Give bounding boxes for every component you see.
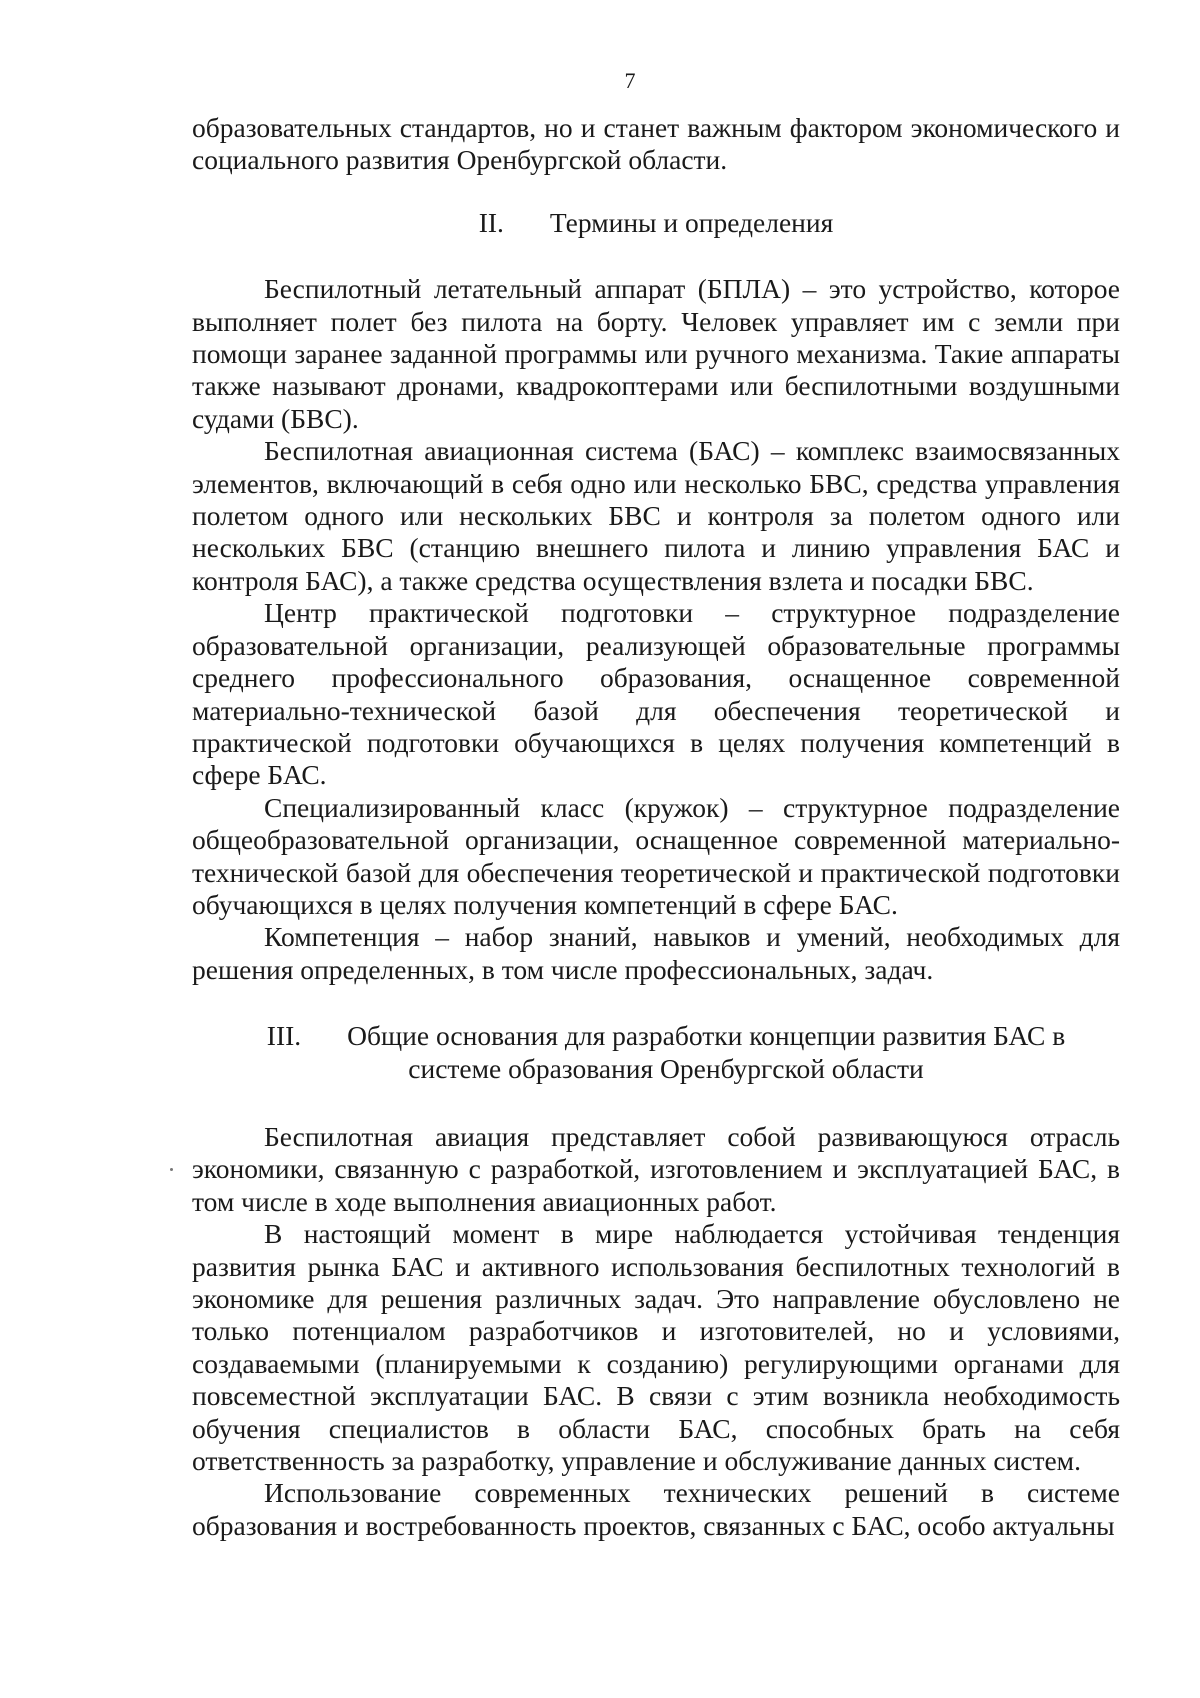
section-2-number: II.	[478, 206, 504, 238]
section-2-heading	[192, 207, 1120, 239]
definition-paragraph-bpla: Беспилотный летательный аппарат (БПЛА) – это устройство, которое выполняет полет без пилота на борту. Человек управляет им с земли при помощи заранее заданной программы или ручного механизма. Такие аппараты также называют дронами, квадрокоптерами или беспилотными воздушными судами (БВС).	[192, 273, 1120, 434]
definition-paragraph-competence: Компетенция – набор знаний, навыков и умений, необходимых для решения определенных, в том числе профессиональных, задач.	[192, 921, 1120, 985]
section-3-title-line2: системе образования Оренбургской области	[408, 1052, 924, 1084]
section-2-title: Термины и определения	[549, 206, 834, 238]
section-3-title-line1: Общие основания для разработки концепции развития БАС в	[347, 1020, 1066, 1052]
section-3-number: III.	[266, 1020, 302, 1052]
document-body	[192, 112, 1120, 1542]
intro-paragraph: образовательных стандартов, но и станет важным фактором экономического и социального развития Оренбургской области.	[192, 112, 1120, 176]
scan-speck	[170, 1168, 173, 1171]
section-3-paragraph-2: В настоящий момент в мире наблюдается устойчивая тенденция развития рынка БАС и активного использования беспилотных технологий в экономике для решения различных задач. Это направление обусловлено не только потенциалом разработчиков и изготовителей, но и условиями, создаваемыми (планируемыми к созданию) регулирующими органами для повсеместной эксплуатации БАС. В связи с этим возникла необходимость обучения специалистов в области БАС, способных брать на себя ответственность за разработку, управление и обслуживание данных систем.	[192, 1218, 1120, 1477]
definition-paragraph-specialized-class: Специализированный класс (кружок) – структурное подразделение общеобразовательной организации, оснащенное современной материально-технической базой для обеспечения теоретической и практической подготовки обучающихся в целях получения компетенций в сфере БАС.	[192, 791, 1120, 920]
section-3-paragraph-3: Использование современных технических решений в системе образования и востребованность проектов, связанных с БАС, особо актуальны	[192, 1477, 1120, 1541]
definition-paragraph-training-center: Центр практической подготовки – структурное подразделение образовательной организации, реализующей образовательные программы среднего профессионального образования, оснащенное современной материально-технической базой для обеспечения теоретической и практической подготовки обучающихся в целях получения компетенций в сфере БАС.	[192, 597, 1120, 791]
page-number: 7	[624, 68, 636, 93]
section-3-paragraph-1: Беспилотная авиация представляет собой развивающуюся отрасль экономики, связанную с разработкой, изготовлением и эксплуатацией БАС, в том числе в ходе выполнения авиационных работ.	[192, 1120, 1120, 1217]
definition-paragraph-bas: Беспилотная авиационная система (БАС) – комплекс взаимосвязанных элементов, включающий в себя одно или несколько БВС, средства управления полетом одного или нескольких БВС и контроля за полетом одного или нескольких БВС (станцию внешнего пилота и линию управления БАС и контроля БАС), а также средства осуществления взлета и посадки БВС.	[192, 435, 1120, 596]
section-3-heading	[192, 1020, 1120, 1085]
